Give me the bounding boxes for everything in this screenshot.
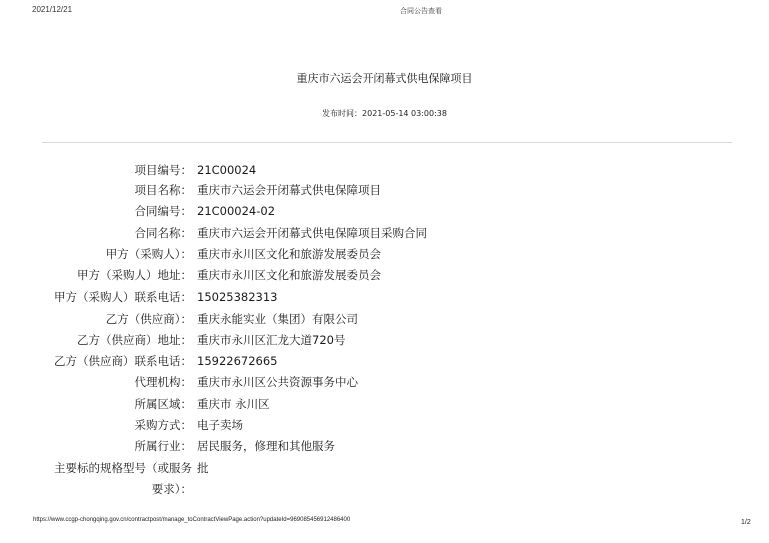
field-project-name xyxy=(0,180,769,200)
field-value: 重庆永能实业（集团）有限公司 xyxy=(197,312,358,326)
field-label: 代理机构： xyxy=(134,375,192,389)
field-value: 重庆市永川区文化和旅游发展委员会 xyxy=(197,268,381,282)
field-supplier-phone xyxy=(0,351,769,371)
field-purchaser-address xyxy=(0,265,769,285)
field-value: 重庆市六运会开闭幕式供电保障项目采购合同 xyxy=(197,226,427,240)
field-label: 甲方（采购人）联系电话： xyxy=(54,290,192,304)
field-value: 15922672665 xyxy=(197,354,278,368)
field-contract-number xyxy=(0,201,769,221)
field-contract-name xyxy=(0,223,769,243)
field-value: 电子卖场 xyxy=(197,418,243,432)
field-label: 主要标的规格型号（或服务 xyxy=(54,461,192,475)
field-supplier-address xyxy=(0,330,769,350)
field-label: 乙方（供应商）地址： xyxy=(77,333,192,347)
field-value: 重庆市六运会开闭幕式供电保障项目 xyxy=(197,183,381,197)
field-value: 批 xyxy=(197,461,209,475)
field-main-spec xyxy=(0,458,769,478)
field-industry xyxy=(0,436,769,456)
field-label: 乙方（供应商）： xyxy=(105,312,192,326)
field-value: 重庆市 永川区 xyxy=(197,397,270,411)
page-header-date: 2021/12/21 xyxy=(32,5,73,14)
field-label: 乙方（供应商）联系电话： xyxy=(54,354,192,368)
field-region xyxy=(0,394,769,414)
field-label: 甲方（采购人）： xyxy=(105,247,192,261)
field-purchaser-phone xyxy=(0,287,769,307)
field-label: 项目名称： xyxy=(134,183,192,197)
field-value: 重庆市永川区公共资源事务中心 xyxy=(197,375,358,389)
publish-time: 发布时间：2021-05-14 03:00:38 xyxy=(322,109,447,118)
document-title: 重庆市六运会开闭幕式供电保障项目 xyxy=(296,72,473,85)
field-value: 重庆市永川区文化和旅游发展委员会 xyxy=(197,247,381,261)
page-url: https://www.ccgp-chongqing.gov.cn/contractpost/manage_toContractViewPage.action?updateId=969085456912486400 xyxy=(33,517,351,523)
field-purchaser xyxy=(0,244,769,264)
field-supplier xyxy=(0,309,769,329)
field-label: 甲方（采购人）地址： xyxy=(77,268,192,282)
field-value: 21C00024-02 xyxy=(197,204,276,218)
field-label: 要求）： xyxy=(151,482,192,496)
page-header-title: 合同公告查看 xyxy=(400,7,442,15)
page-number: 1/2 xyxy=(741,519,751,526)
field-procurement-method xyxy=(0,415,769,435)
field-label: 合同编号： xyxy=(134,204,192,218)
field-label: 采购方式： xyxy=(134,418,192,432)
field-label: 合同名称： xyxy=(134,226,192,240)
field-value: 重庆市永川区汇龙大道720号 xyxy=(197,333,346,347)
field-label: 所属区域： xyxy=(134,397,192,411)
field-label: 项目编号： xyxy=(134,163,192,177)
field-agency xyxy=(0,372,769,392)
field-value: 居民服务，修理和其他服务 xyxy=(197,439,335,453)
field-value: 15025382313 xyxy=(197,290,278,304)
field-project-number xyxy=(0,160,769,180)
field-main-spec-continued xyxy=(0,479,769,499)
field-value: 21C00024 xyxy=(197,163,257,177)
field-label: 所属行业： xyxy=(134,439,192,453)
